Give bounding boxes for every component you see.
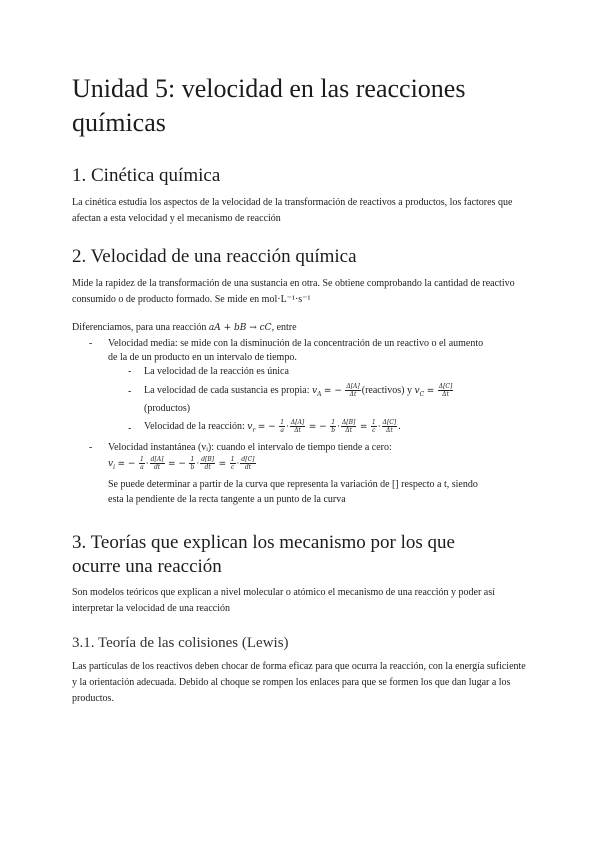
bullet-dash: - bbox=[128, 423, 132, 434]
v-symbol: v bbox=[311, 386, 318, 396]
numerator: 1 bbox=[139, 456, 144, 464]
propia-line bbox=[144, 383, 544, 403]
media-line-2: de la de un producto en un intervalo de tiempo. bbox=[108, 352, 297, 363]
frac-iC-dt bbox=[240, 456, 255, 471]
numerator: d[A] bbox=[150, 456, 164, 464]
frac-1-c bbox=[371, 419, 377, 434]
denominator: Δt bbox=[386, 427, 393, 435]
frac-1-b bbox=[189, 456, 195, 471]
frac-dA-dt bbox=[290, 419, 305, 434]
denominator: a bbox=[140, 464, 144, 472]
section-3-heading-line-1: 3. Teorías que explican los mecanismo por los que bbox=[72, 532, 455, 553]
eq-neg: = − bbox=[308, 422, 327, 432]
denominator: Δt bbox=[442, 391, 449, 399]
section-2-text: Mide la rapidez de la transformación de una sustancia en otra. Se obtiene comprobando la cantidad de reactivo consumido o de producto formado. Se mide en mol·L⁻¹·s⁻¹ bbox=[72, 278, 515, 305]
numerator: 1 bbox=[371, 419, 376, 427]
section-1-heading: 1. Cinética química bbox=[72, 165, 221, 186]
bullet-dash: - bbox=[128, 386, 132, 397]
numerator: Δ[A] bbox=[290, 419, 305, 427]
curva-line-1: Se puede determinar a partir de la curva que representa la variación de [] respecto a t, siendo bbox=[108, 479, 478, 490]
denominator: dt bbox=[204, 464, 211, 472]
eq: = bbox=[218, 459, 227, 469]
eq-neg: = − bbox=[257, 422, 276, 432]
dot: · bbox=[145, 459, 149, 469]
v-symbol: v bbox=[108, 459, 114, 469]
numerator: d[B] bbox=[201, 456, 215, 464]
reac-pre: Velocidad de la reacción: bbox=[144, 421, 245, 432]
eq: = bbox=[359, 422, 368, 432]
inst-eq-line bbox=[108, 456, 538, 476]
bullet-dash: - bbox=[128, 366, 132, 377]
numerator: 1 bbox=[331, 419, 336, 427]
frac-1-b bbox=[330, 419, 336, 434]
denominator: Δt bbox=[349, 391, 357, 399]
dot: · bbox=[196, 459, 200, 469]
numerator: 1 bbox=[190, 456, 195, 464]
eq: = bbox=[426, 386, 435, 396]
inst-line: Velocidad instantánea (vᵢ): cuando el intervalo de tiempo tiende a cero: bbox=[108, 442, 392, 453]
frac-iB-dt bbox=[200, 456, 215, 471]
section-3-1-heading: 3.1. Teoría de las colisiones (Lewis) bbox=[72, 635, 289, 651]
sub-i: i bbox=[113, 464, 116, 471]
numerator: Δ[B] bbox=[341, 419, 356, 427]
denominator: c bbox=[230, 464, 235, 472]
propia-post: (productos) bbox=[144, 403, 191, 414]
dot: · bbox=[236, 459, 240, 469]
curva-line-2: esta la pendiente de la recta tangente a un punto de la curva bbox=[108, 494, 346, 505]
frac-1-a bbox=[139, 456, 145, 471]
dot: · bbox=[286, 422, 289, 432]
propia-mid: (reactivos) y bbox=[361, 385, 412, 396]
denominator: b bbox=[190, 464, 195, 472]
unica-line: La velocidad de la reacción es única bbox=[144, 366, 289, 377]
section-2-heading: 2. Velocidad de una reacción química bbox=[72, 246, 357, 267]
dot: · bbox=[337, 422, 340, 432]
denominator: a bbox=[280, 427, 284, 435]
dot: · bbox=[377, 422, 381, 432]
propia-pre: La velocidad de cada sustancia es propia: bbox=[144, 385, 310, 396]
frac-1-a bbox=[279, 419, 285, 434]
diff-pre: Diferenciamos, para una reacción bbox=[72, 322, 207, 333]
section-1-text: La cinética estudia los aspectos de la velocidad de la transformación de reactivos a productos, los factores que afectan a esta velocidad y el mecanismo de reacción bbox=[72, 197, 513, 224]
frac-dC-dt bbox=[382, 419, 398, 434]
frac-dB-dt bbox=[341, 419, 356, 434]
sub-r: r bbox=[252, 427, 256, 434]
eq-neg: = − bbox=[117, 459, 136, 469]
bullet-dash: - bbox=[89, 338, 93, 349]
numerator: 1 bbox=[230, 456, 235, 464]
denominator: dt bbox=[153, 464, 161, 472]
numerator: d[C] bbox=[241, 456, 255, 464]
frac-1-c bbox=[230, 456, 236, 471]
diff-post: , entre bbox=[271, 322, 297, 333]
v-symbol: v bbox=[247, 422, 253, 432]
section-3-1-text: Las partículas de los reactivos deben chocar de forma eficaz para que ocurra la reacción, con la energía suficiente y la orientación adecuada. Debido al choque se rompen los enlaces para que se formen los que dan lugar a los productos. bbox=[72, 661, 526, 704]
eq-neg: = − bbox=[323, 386, 342, 396]
page-title: Unidad 5: velocidad en las reacciones químicas bbox=[72, 74, 466, 137]
media-line-1: Velocidad media: se mide con la disminución de la concentración de un reactivo o el aumento bbox=[108, 338, 484, 349]
denominator: Δt bbox=[345, 427, 353, 435]
section-3-text: Son modelos teóricos que explican a nivel molecular o atómico el mecanismo de una reacción y poder así interpretar la velocidad de una reacción bbox=[72, 587, 495, 614]
v-symbol: v bbox=[414, 386, 420, 396]
denominator: dt bbox=[244, 464, 252, 472]
numerator: Δ[C] bbox=[382, 419, 397, 427]
sub-c: C bbox=[419, 391, 425, 398]
frac-dA-dt bbox=[345, 383, 360, 398]
frac-dC-dt bbox=[438, 383, 454, 398]
numerator: Δ[C] bbox=[438, 383, 453, 391]
numerator: Δ[A] bbox=[346, 383, 360, 391]
diff-line bbox=[72, 320, 532, 336]
frac-iA-dt bbox=[150, 456, 165, 471]
section-3-heading-line-2: ocurre una reacción bbox=[72, 556, 222, 577]
eq-neg: = − bbox=[168, 459, 186, 469]
numerator: 1 bbox=[280, 419, 285, 427]
denominator: b bbox=[331, 427, 336, 435]
reaction-equation: aA + bB → cC bbox=[208, 323, 272, 333]
reaccion-line bbox=[144, 419, 544, 439]
sub-a: A bbox=[317, 391, 322, 398]
denominator: c bbox=[372, 427, 376, 435]
bullet-dash: - bbox=[89, 442, 93, 453]
denominator: Δt bbox=[294, 427, 301, 435]
period: . bbox=[398, 421, 401, 432]
